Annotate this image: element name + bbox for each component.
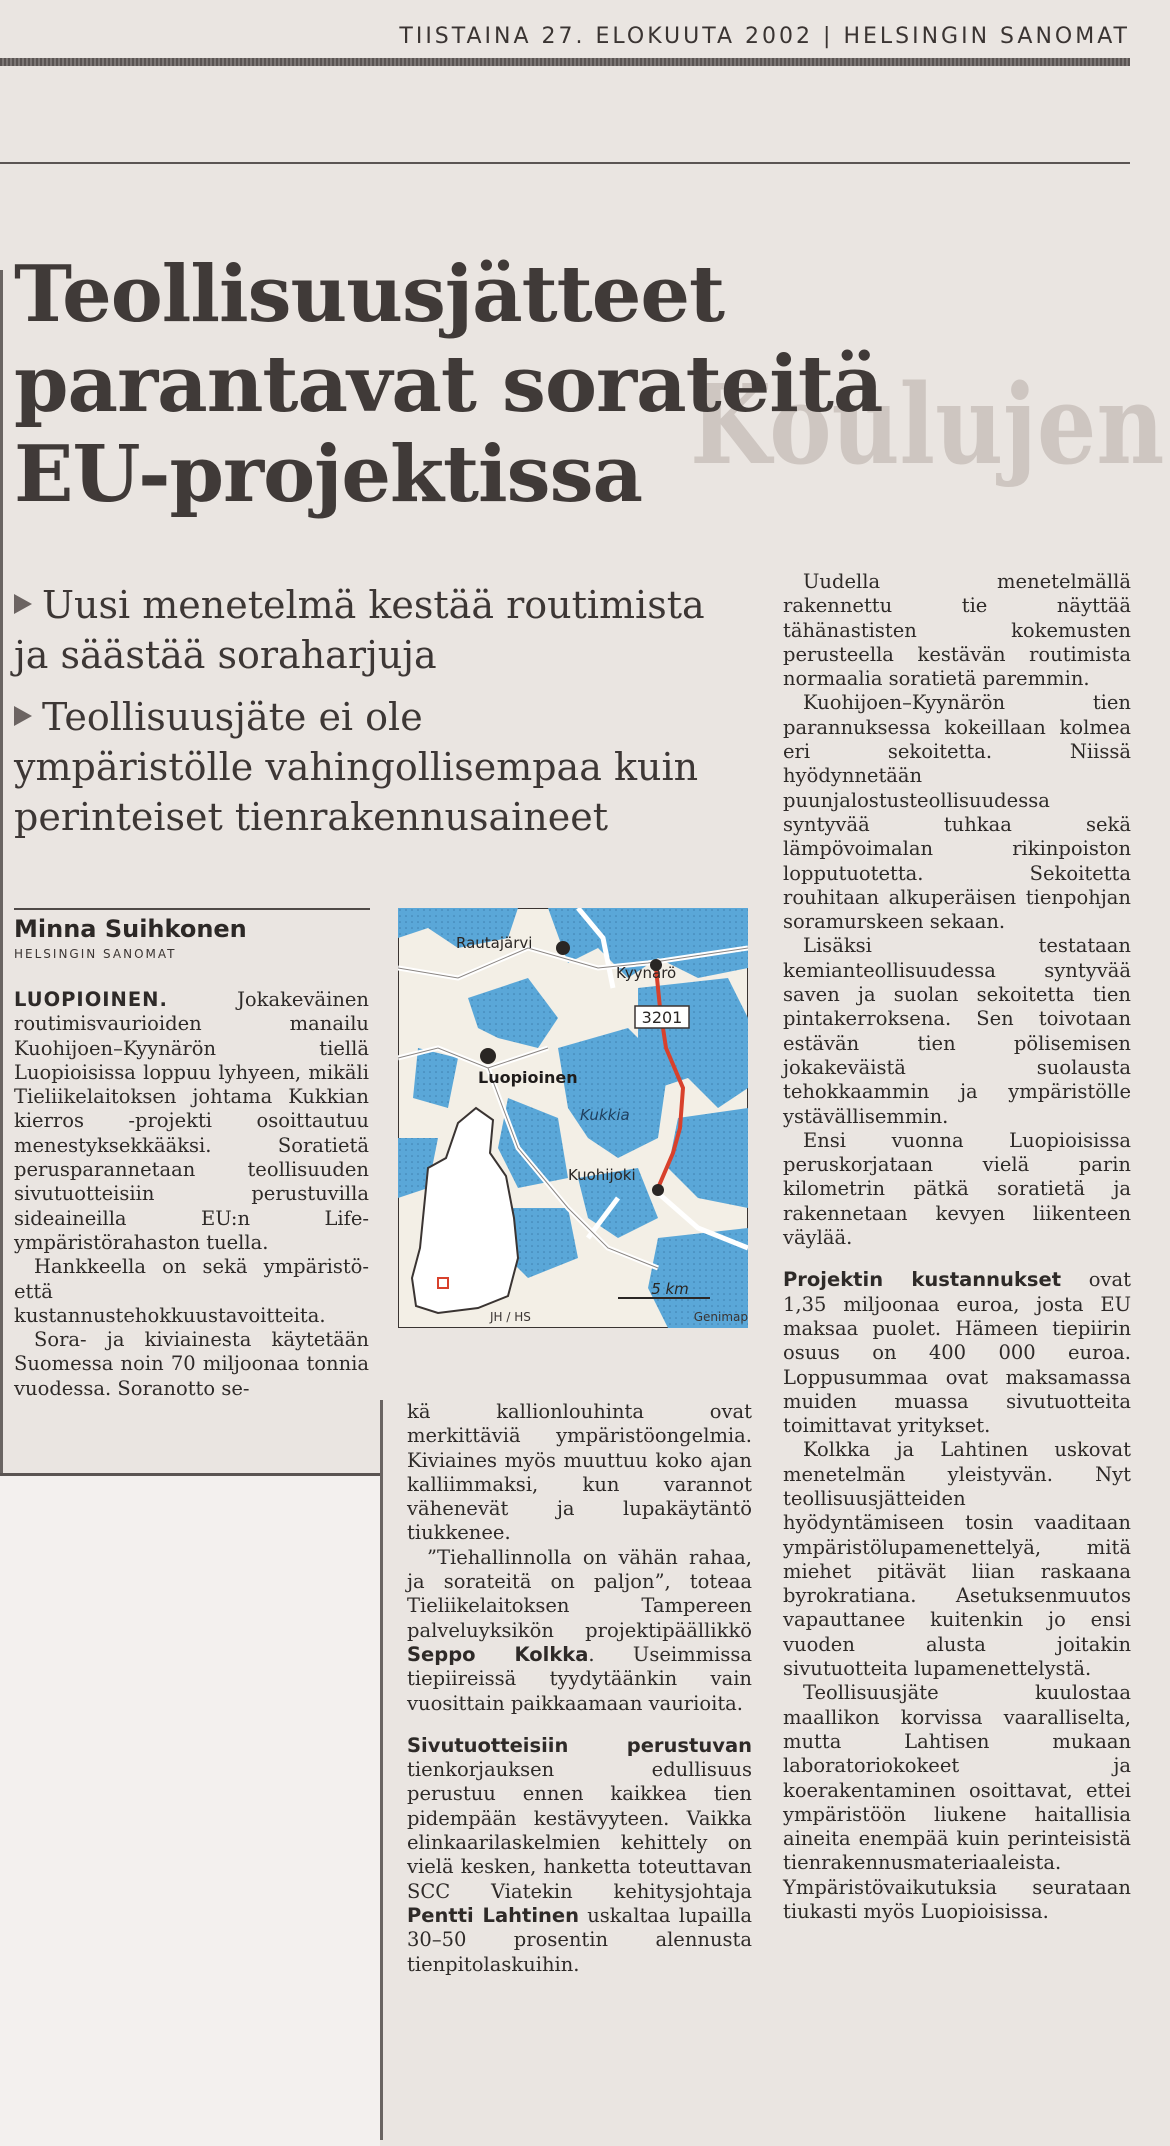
headline-line-1: Teollisuusjätteet xyxy=(14,249,724,340)
subheading: Projektin kustannukset xyxy=(783,1268,1062,1292)
deck-line: Teollisuusjäte ei ole xyxy=(42,695,423,739)
place-label-rautajarvi: Rautajärvi xyxy=(456,934,533,952)
triangle-bullet-icon xyxy=(14,706,32,726)
town-marker xyxy=(556,941,570,955)
road-number: 3201 xyxy=(641,1008,683,1027)
paragraph: Hankkeella on sekä ympäristö- että kustannustehokkuustavoitteita. xyxy=(14,1255,369,1327)
paragraph-text: ”Tiehallinnolla on vähän rahaa, ja sorateitä on paljon”, toteaa Tieliikelaitoksen Tampereen palveluyksikön projektipäällikkö xyxy=(407,1545,752,1642)
deck-item xyxy=(14,692,734,842)
paragraph xyxy=(14,988,369,1255)
paragraph-text: uskaltaa lupailla 30–50 prosentin alennusta tienpitolaskuihin. xyxy=(407,1903,752,1976)
paragraph: Sora- ja kiviainesta käytetään Suomessa noin 70 miljoonaa tonnia vuodessa. Soranotto se- xyxy=(14,1328,369,1400)
paragraph: kä kallionlouhinta ovat merkittäviä ympäristöongelmia. Kiviaines myös muuttuu koko ajan kalliimmaksi, kun varannot vähenevät ja lupakäytäntö tiukkenee. xyxy=(407,1400,752,1545)
deck xyxy=(14,580,734,854)
locator-map xyxy=(398,908,748,1328)
bleed-through-text: Koulujen xyxy=(690,360,1165,489)
deck-line: Uusi menetelmä kestää routimista xyxy=(42,583,705,627)
paragraph: Ensi vuonna Luopioisissa peruskorjataan vielä parin kilometrin pätkä soratietä ja rakennetaan kevyen liikenteen väylää. xyxy=(783,1128,1131,1250)
headline-line-3: EU-projektissa xyxy=(14,429,643,520)
masthead xyxy=(390,24,1130,49)
headline xyxy=(14,249,883,520)
article-column-2 xyxy=(407,1400,752,1977)
place-label-kyynaro: Kyynärö xyxy=(616,964,677,982)
deck-item xyxy=(14,580,734,680)
paragraph-text: ovat 1,35 miljoonaa euroa, josta EU maksaa puolet. Hämeen tiepiirin osuus on 400 000 euroa. Loppusummaa ovat maksamassa muiden muassa sivutuotteita toimittavat yritykset. xyxy=(783,1268,1131,1438)
deck-line: ja säästää soraharjuja xyxy=(14,633,437,677)
article-column-3 xyxy=(783,570,1131,1924)
deck-line: perinteiset tienrakennusaineet xyxy=(14,795,609,839)
paragraph xyxy=(407,1546,752,1716)
dateline: LUOPIOINEN. xyxy=(14,988,168,1011)
masthead-rule xyxy=(0,58,1130,66)
paragraph: Uudella menetelmällä rakennettu tie näyttää tähänastisten kokemusten perusteella kestävän routimista normaalia soratietä paremmin. xyxy=(783,570,1131,691)
triangle-bullet-icon xyxy=(14,594,32,614)
place-label-kuohijoki: Kuohijoki xyxy=(568,1166,636,1184)
paragraph: Lisäksi testataan kemianteollisuudessa syntyvää saven ja suolan sekoitetta tien pintakerroksena. Sen toivotaan estävän tien pölisemisen jokakeväistä suolausta tehokkaammin ja ympäristölle ystävällisemmin. xyxy=(783,934,1131,1128)
town-marker xyxy=(652,1184,664,1196)
blank-area xyxy=(0,1476,380,2146)
masthead-date: TIISTAINA 27. ELOKUUTA 2002 xyxy=(399,24,814,49)
masthead-paper: HELSINGIN SANOMAT xyxy=(843,24,1130,49)
column-divider xyxy=(380,1400,383,2140)
paragraph xyxy=(407,1734,752,1977)
subheading: Sivutuotteisiin perustuvan xyxy=(407,1733,752,1757)
byline-author: Minna Suihkonen xyxy=(14,915,247,943)
byline-paper: HELSINGIN SANOMAT xyxy=(14,947,177,961)
place-label-kukkia: Kukkia xyxy=(580,1106,630,1124)
deck-line: ympäristölle vahingollisempaa kuin xyxy=(14,745,699,789)
scale-label: 5 km xyxy=(651,1280,689,1298)
person-name: Pentti Lahtinen xyxy=(407,1903,579,1927)
headline-line-2: parantavat sorateitä xyxy=(14,339,883,430)
byline-rule xyxy=(14,908,370,910)
paragraph xyxy=(783,1268,1131,1438)
place-label-luopioinen: Luopioinen xyxy=(478,1068,578,1087)
paragraph-text: tienkorjauksen edullisuus perustuu ennen kaikkea tien pidempään kestävyyteen. Vaikka elinkaarilaskelmien kehittely on vielä kesken, hanketta toteuttavan SCC Viatekin kehitysjohtaja xyxy=(407,1758,752,1903)
byline xyxy=(14,915,247,961)
town-marker xyxy=(480,1048,496,1064)
person-name: Seppo Kolkka xyxy=(407,1642,589,1666)
map-credit-right: Genimap xyxy=(693,1310,748,1324)
paragraph-text: . Useimmissa tiepiireissä tyydytäänkin vain vuosittain paikkaamaan vaurioita. xyxy=(407,1642,752,1715)
section-rule xyxy=(0,162,1130,164)
paragraph: Kuohijoen–Kyynärön tien parannuksessa kokeillaan kolmea eri sekoitetta. Niissä hyödynnetään puunjalostusteollisuudessa syntyvää tuhkaa sekä lämpövoimalan rikinpoiston lopputuotetta. Sekoitetta rouhitaan alkuperäisen tienpohjan soramurskeen sekaan. xyxy=(783,691,1131,934)
paragraph: Kolkka ja Lahtinen uskovat menetelmän yleistyvän. Nyt teollisuusjätteiden hyödyntämiseen tosin vaaditaan ympäristölupamenettelyä, mitä miehet pitävät liian raskaana byrokratiana. Asetuksenmuutos vapauttanee kuitenkin jo ensi vuoden alusta joitakin sivutuotteita lupamenettelystä. xyxy=(783,1438,1131,1681)
left-border-rule xyxy=(0,270,3,1480)
masthead-separator: | xyxy=(823,24,834,49)
paragraph-text: Jokakeväinen routimisvaurioiden manailu Kuohijoen–Kyynärön tiellä Luopioisissa loppuu lyhyeen, mikäli Tieliikelaitoksen johtama Kukkian kierros -projekti osoittautuu menestyksekkääksi. Soratietä perusparannetaan teollisuuden sivutuotteisiin perustuvilla sideaineilla EU:n Life-ympäristörahaston tuella. xyxy=(14,988,369,1254)
map-credit-left: JH / HS xyxy=(490,1310,531,1324)
article-column-1 xyxy=(14,988,369,1401)
paragraph: Teollisuusjäte kuulostaa maallikon korvissa vaaralliselta, mutta Lahtisen mukaan laboratoriokokeet ja koerakentaminen osoittavat, ettei ympäristöön liukene haitallisia aineita enempää kuin perinteisistä tienrakennusmateriaaleista. Ympäristövaikutuksia seurataan tiukasti myös Luopioisissa. xyxy=(783,1681,1131,1924)
